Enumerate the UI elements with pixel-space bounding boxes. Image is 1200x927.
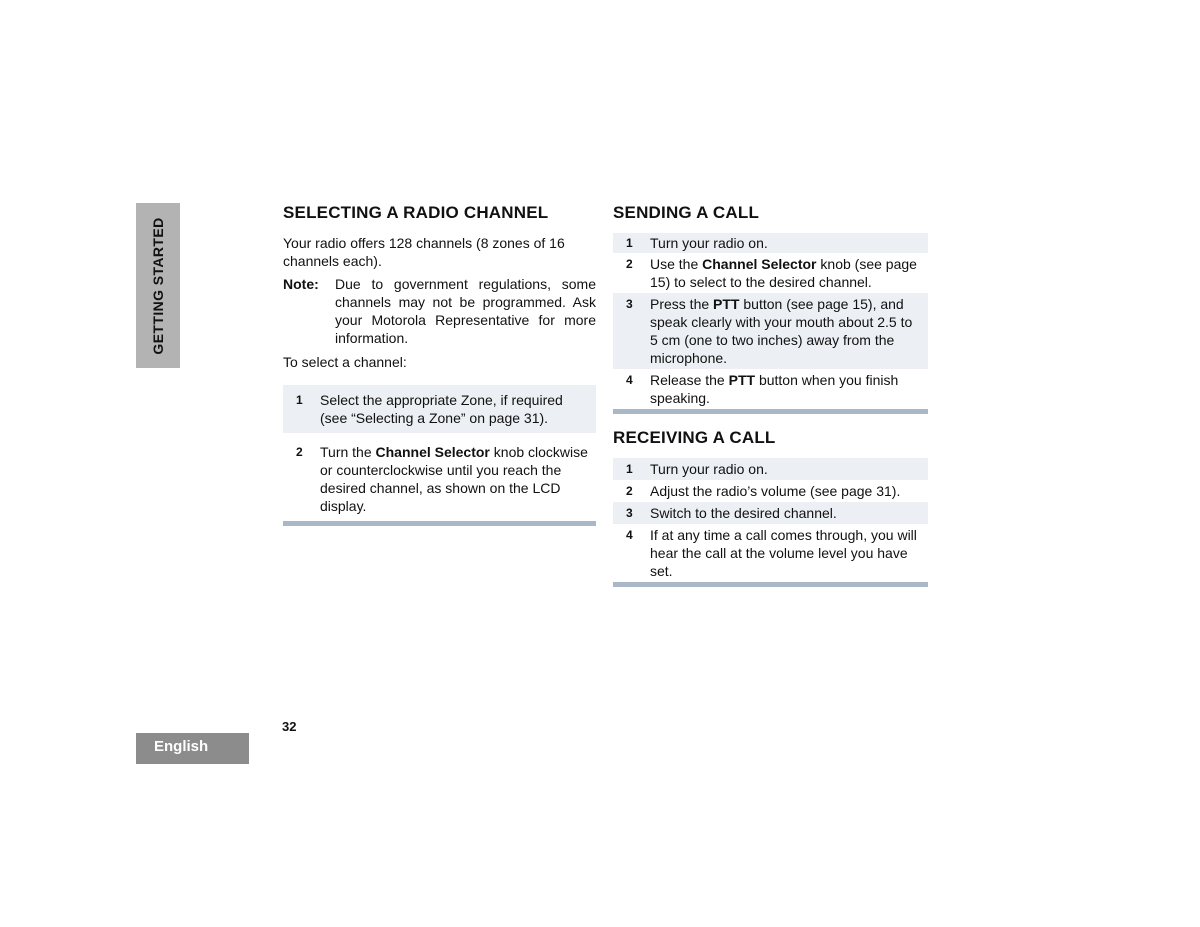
step-text-post: button (see page 15), and speak clearly with your mouth about 2.5 to 5 cm (one to two inches) away from the microphone. bbox=[650, 296, 913, 366]
step-text: Adjust the radio’s volume (see page 31). bbox=[650, 483, 901, 499]
step-number: 4 bbox=[626, 373, 633, 387]
sending-call-heading: SENDING A CALL bbox=[613, 203, 760, 222]
sending-steps bbox=[613, 233, 928, 409]
step-text-post: button when you finish speaking. bbox=[650, 372, 899, 406]
step-text-pre: Press the bbox=[650, 296, 714, 312]
step-text-bold: PTT bbox=[713, 296, 740, 312]
list-item bbox=[283, 385, 596, 433]
step-number: 1 bbox=[626, 462, 633, 476]
step-text-pre: Use the bbox=[650, 256, 703, 272]
section-divider bbox=[283, 521, 596, 526]
step-text: Turn your radio on. bbox=[650, 235, 768, 251]
note-label: Note: bbox=[283, 276, 319, 292]
step-number: 1 bbox=[296, 393, 303, 407]
section-side-tab-label: GETTING STARTED bbox=[150, 216, 166, 355]
step-text-pre: Turn the bbox=[320, 444, 376, 460]
list-item bbox=[613, 502, 928, 524]
section-divider bbox=[613, 409, 928, 414]
step-number: 1 bbox=[626, 236, 633, 250]
step-text-bold: Channel Selector bbox=[375, 444, 490, 460]
list-item bbox=[613, 253, 928, 293]
selecting-channel-heading: SELECTING A RADIO CHANNEL bbox=[283, 203, 549, 222]
page-number: 32 bbox=[282, 719, 297, 734]
note-block bbox=[283, 275, 596, 347]
step-text-pre: Release the bbox=[650, 372, 729, 388]
to-select-text: To select a channel: bbox=[283, 354, 407, 370]
list-item bbox=[613, 293, 928, 369]
list-item bbox=[613, 524, 928, 582]
list-item bbox=[613, 480, 928, 502]
language-tab: English bbox=[136, 733, 249, 764]
step-text-post: knob clockwise or counterclockwise until you reach the desired channel, as shown on the LCD display. bbox=[320, 444, 588, 514]
step-number: 2 bbox=[626, 484, 633, 498]
step-text-bold: Channel Selector bbox=[702, 256, 817, 272]
step-number: 2 bbox=[296, 445, 303, 459]
step-text bbox=[650, 371, 922, 407]
section-side-tab bbox=[136, 203, 180, 368]
selecting-channel-section bbox=[283, 203, 596, 526]
list-item bbox=[613, 458, 928, 480]
list-item bbox=[613, 369, 928, 409]
receiving-call-heading: RECEIVING A CALL bbox=[613, 428, 776, 447]
step-text: Switch to the desired channel. bbox=[650, 505, 837, 521]
step-text: If at any time a call comes through, you will hear the call at the volume level you have set. bbox=[650, 527, 917, 579]
step-text bbox=[650, 295, 922, 367]
call-sections bbox=[613, 203, 928, 587]
step-text bbox=[320, 443, 590, 515]
step-text: Turn your radio on. bbox=[650, 461, 768, 477]
step-text-bold: PTT bbox=[728, 372, 756, 388]
step-number: 2 bbox=[626, 257, 633, 271]
step-text: Select the appropriate Zone, if required (see “Selecting a Zone” on page 31). bbox=[320, 392, 563, 426]
step-number: 3 bbox=[626, 506, 633, 520]
section-divider bbox=[613, 582, 928, 587]
step-number: 3 bbox=[626, 297, 633, 311]
receiving-steps bbox=[613, 458, 928, 582]
step-text-post: knob (see page 15) to select to the desired channel. bbox=[650, 256, 917, 290]
selecting-intro: Your radio offers 128 channels (8 zones of 16 channels each). bbox=[283, 235, 565, 269]
note-text: Due to government regulations, some channels may not be programmed. Ask your Motorola Representative for more information. bbox=[335, 276, 596, 346]
step-text bbox=[650, 255, 922, 291]
selecting-steps bbox=[283, 385, 596, 521]
list-item bbox=[283, 437, 596, 521]
step-number: 4 bbox=[626, 528, 633, 542]
list-item bbox=[613, 233, 928, 253]
